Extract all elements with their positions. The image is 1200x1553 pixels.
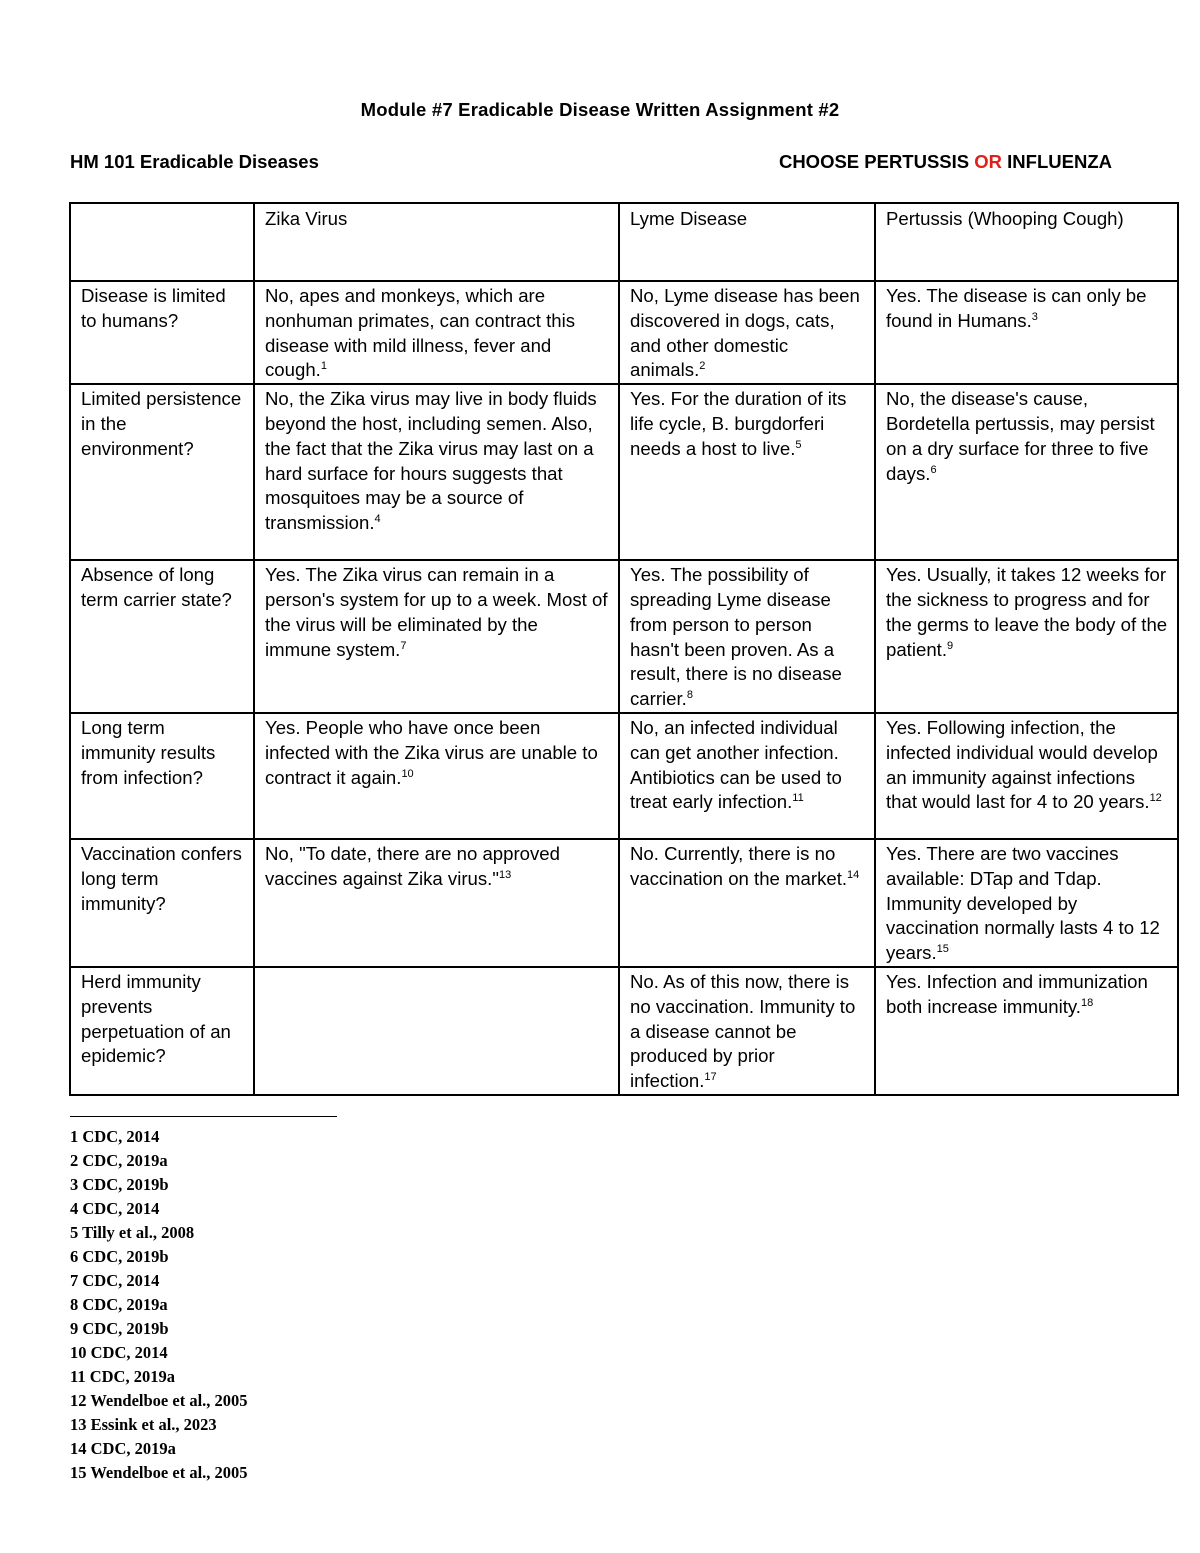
- footnote-item: 1 CDC, 2014: [70, 1127, 160, 1146]
- footnote-ref: 9: [947, 639, 954, 652]
- footnote-ref: 4: [374, 513, 381, 526]
- footnote-item: 10 CDC, 2014: [70, 1343, 168, 1362]
- footnote-ref: 10: [401, 767, 414, 780]
- cell-text: Yes. Infection and immunization both increase immunity.: [886, 970, 1148, 1017]
- footnote-ref: 3: [1031, 310, 1038, 323]
- footnote-item: 12 Wendelboe et al., 2005: [70, 1391, 248, 1410]
- cell-text: No. Currently, there is no vaccination on the market.: [630, 842, 848, 889]
- cell-text: No, the disease's cause, Bordetella pertussis, may persist on a dry surface for three to five days.: [886, 388, 1155, 484]
- cell-text: No, Lyme disease has been discovered in dogs, cats, and other domestic animals.: [630, 285, 860, 381]
- pertussis-cell: [875, 713, 1178, 839]
- footnote-ref: 13: [498, 868, 512, 881]
- zika-cell: [254, 384, 619, 560]
- table-header-row: [70, 203, 1178, 281]
- footnote-item: 13 Essink et al., 2023: [70, 1415, 217, 1434]
- cell-text: Yes. The disease is can only be found in Humans.: [886, 285, 1147, 331]
- footnote-ref: 6: [930, 463, 937, 476]
- footnote-ref: 15: [936, 943, 949, 956]
- cell-text: Yes. For the duration of its life cycle, B. burgdorferi needs a host to live.: [630, 388, 847, 459]
- footnote-ref: 18: [1080, 996, 1094, 1009]
- lyme-cell: [619, 560, 875, 713]
- footnote-separator: [70, 1116, 337, 1117]
- footnote-item: 5 Tilly et al., 2008: [70, 1223, 195, 1242]
- cell-text: No, apes and monkeys, which are nonhuman primates, can contract this disease with mild illness, fever and cough.: [265, 285, 576, 381]
- header-cell-pertussis: Pertussis (Whooping Cough): [875, 203, 1178, 281]
- footnote-item: 8 CDC, 2019a: [70, 1295, 168, 1314]
- choice-or-highlight: OR: [974, 151, 1003, 172]
- cell-text: Yes. The Zika virus can remain in a person's system for up to a week. Most of the virus will be eliminated by the immune system.: [265, 564, 608, 660]
- choice-text-before: CHOOSE PERTUSSIS: [778, 151, 975, 172]
- lyme-cell: [619, 281, 875, 384]
- header-cell-criteria: [70, 203, 254, 281]
- footnote-ref: 12: [1149, 792, 1162, 805]
- table-row: [70, 560, 1178, 713]
- footnote-ref: 5: [795, 438, 802, 451]
- footnote-item: 15 Wendelboe et al., 2005: [70, 1463, 248, 1482]
- zika-cell: [254, 560, 619, 713]
- pertussis-cell: [875, 967, 1178, 1095]
- cell-text: Yes. People who have once been infected with the Zika virus are unable to contract it again.: [265, 716, 598, 788]
- footnote-item: 4 CDC, 2014: [70, 1199, 160, 1218]
- footnote-ref: 8: [686, 689, 693, 702]
- footnote-ref: 14: [847, 868, 860, 881]
- pertussis-cell: [875, 560, 1178, 713]
- table-row: [70, 967, 1178, 1095]
- choice-text-after: INFLUENZA: [1002, 151, 1112, 172]
- cell-text: No, the Zika virus may live in body fluids beyond the host, including semen. Also, the fact that the Zika virus may last on a hard surface for hours suggests that mosquitoes may be a source of transmission.: [265, 388, 597, 534]
- footnote-ref: 1: [320, 360, 327, 373]
- lyme-cell: [619, 384, 875, 560]
- pertussis-cell: [875, 384, 1178, 560]
- criterion-cell: Absence of long term carrier state?: [70, 560, 254, 713]
- footnote-ref: 7: [400, 639, 407, 652]
- footnote-item: 3 CDC, 2019b: [70, 1175, 169, 1194]
- cell-text: Yes. Usually, it takes 12 weeks for the sickness to progress and for the germs to leave the body of the patient.: [886, 564, 1168, 660]
- lyme-cell: [619, 967, 875, 1095]
- zika-cell: [254, 967, 619, 1095]
- zika-cell: [254, 839, 619, 967]
- criterion-cell: Disease is limited to humans?: [70, 281, 254, 384]
- cell-text: Yes. Following infection, the infected individual would develop an immunity against infections that would last for 4 to 20 years.: [886, 716, 1158, 813]
- footnote-item: 9 CDC, 2019b: [70, 1319, 169, 1338]
- zika-cell: [254, 281, 619, 384]
- footnote-ref: 11: [792, 792, 804, 805]
- table-row: [70, 384, 1178, 560]
- pertussis-cell: [875, 281, 1178, 384]
- cell-text: Yes. The possibility of spreading Lyme disease from person to person hasn't been proven. As a result, there is no disease carrier.: [630, 564, 842, 710]
- footnote-ref: 17: [704, 1071, 717, 1084]
- cell-text: No, an infected individual can get another infection. Antibiotics can be used to treat early infection.: [630, 716, 842, 813]
- table-row: [70, 839, 1178, 967]
- cell-text: Yes. There are two vaccines available: DTap and Tdap. Immunity developed by vaccination normally lasts 4 to 12 years.: [886, 842, 1160, 964]
- criterion-cell: Limited persistence in the environment?: [70, 384, 254, 560]
- header-cell-zika: Zika Virus: [254, 203, 619, 281]
- pertussis-cell: [875, 839, 1178, 967]
- footnote-item: 14 CDC, 2019a: [70, 1439, 176, 1458]
- footnote-ref: 2: [699, 360, 706, 373]
- table-row: [70, 281, 1178, 384]
- footnote-item: 6 CDC, 2019b: [70, 1247, 169, 1266]
- page-title: Module #7 Eradicable Disease Written Assignment #2: [360, 99, 840, 120]
- table-row: [70, 713, 1178, 839]
- footnote-item: 7 CDC, 2014: [70, 1271, 160, 1290]
- header-cell-lyme: Lyme Disease: [619, 203, 875, 281]
- criterion-cell: Long term immunity results from infection?: [70, 713, 254, 839]
- footnote-item: 2 CDC, 2019a: [70, 1151, 168, 1170]
- footnote-list: [70, 1125, 248, 1485]
- zika-cell: [254, 713, 619, 839]
- cell-text: No. As of this now, there is no vaccination. Immunity to a disease cannot be produced by prior infection.: [630, 970, 856, 1092]
- criterion-cell: Vaccination confers long term immunity?: [70, 839, 254, 967]
- lyme-cell: [619, 839, 875, 967]
- criterion-cell: Herd immunity prevents perpetuation of an epidemic?: [70, 967, 254, 1095]
- course-heading: HM 101 Eradicable Diseases: [70, 151, 319, 172]
- disease-comparison-table: [69, 202, 1179, 1096]
- cell-text: No, "To date, there are no approved vaccines against Zika virus.": [265, 842, 560, 889]
- lyme-cell: [619, 713, 875, 839]
- choice-heading: [779, 151, 1112, 173]
- footnote-item: 11 CDC, 2019a: [70, 1367, 175, 1386]
